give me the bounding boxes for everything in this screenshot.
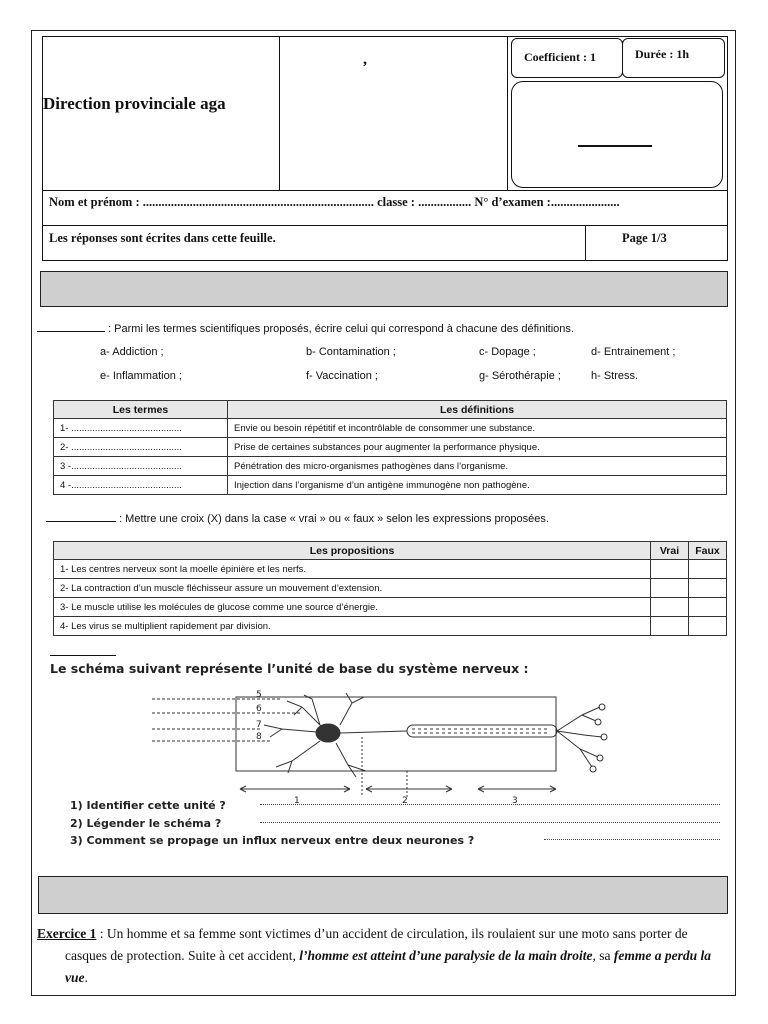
proposition-2: 2- La contraction d’un muscle fléchisseur assure un mouvement d’extension. (54, 579, 651, 598)
q2-table (53, 541, 727, 636)
vrai-cell-4[interactable] (651, 617, 689, 636)
term-e: e- Inflammation ; (100, 370, 182, 382)
term-f: f- Vaccination ; (306, 370, 378, 382)
label-5: 5 (256, 690, 262, 700)
q1-prompt: : Parmi les termes scientifiques proposés, écrire celui qui correspond à chacune des définitions. (108, 323, 574, 335)
exercise-text-3: . (84, 970, 88, 985)
term-answer-2[interactable]: 2- .......................................... (54, 438, 228, 457)
definition-1: Envie ou besoin répétitif et incontrôlable de consommer une substance. (228, 419, 727, 438)
diagram-frame (236, 697, 556, 771)
axon-start (340, 731, 407, 733)
section-banner-1 (40, 271, 728, 307)
exam-sheet (31, 30, 736, 996)
vrai-cell-1[interactable] (651, 560, 689, 579)
q3-label-blank (50, 655, 116, 656)
label-1: 1 (294, 796, 300, 805)
proposition-1: 1- Les centres nerveux sont la moelle épinière et les nerfs. (54, 560, 651, 579)
q2-prompt: : Mettre une croix (X) dans la case « vrai » ou « faux » selon les expressions proposées. (119, 513, 549, 525)
vrai-cell-3[interactable] (651, 598, 689, 617)
section-banner-2 (38, 876, 728, 914)
classe-label: classe : ................. (377, 195, 472, 209)
examen-label: N° d’examen :...................... (474, 195, 620, 209)
q1-header-termes: Les termes (54, 401, 228, 419)
page-number-box (585, 225, 728, 261)
duree-box (622, 38, 725, 78)
label-2: 2 (402, 796, 408, 805)
label-7: 7 (256, 720, 262, 730)
q3-title: Le schéma suivant représente l’unité de base du système nerveux : (50, 661, 529, 676)
proposition-3: 3- Le muscle utilise les molécules de glucose comme une source d’énergie. (54, 598, 651, 617)
answer-line-1[interactable] (260, 801, 720, 805)
table-row (54, 617, 727, 636)
vrai-cell-2[interactable] (651, 579, 689, 598)
table-row (54, 560, 727, 579)
q2-header-propositions: Les propositions (54, 542, 651, 560)
definition-3: Pénétration des micro-organismes pathogènes dans l’organisme. (228, 457, 727, 476)
q2-header-vrai: Vrai (651, 542, 689, 560)
table-row (54, 419, 727, 438)
nom-label: Nom et prénom : .......................................................................... (49, 195, 374, 209)
exercise-text-1: : Un homme et sa femme sont victimes d’un accident de circulation, ils roulaient sur une moto sans porter de casques de protection. Suite à cet accident, (65, 926, 688, 963)
q3-question-3-text: 3) Comment se propage un influx nerveux entre deux neurones ? (70, 834, 475, 847)
term-c: c- Dopage ; (479, 346, 536, 358)
faux-cell-4[interactable] (689, 617, 727, 636)
table-row (54, 598, 727, 617)
coefficient-box (511, 38, 623, 78)
term-b: b- Contamination ; (306, 346, 396, 358)
table-row (54, 438, 727, 457)
page-number: Page 1/3 (622, 231, 667, 245)
q1-label-blank (37, 321, 105, 332)
q3-question-2-text: 2) Légender le schéma ? (70, 817, 222, 830)
faux-cell-3[interactable] (689, 598, 727, 617)
exercise-label: Exercice 1 (37, 926, 97, 941)
q3-question-2 (70, 817, 221, 830)
q2-label-blank (46, 511, 116, 522)
label-3: 3 (512, 796, 518, 805)
proposition-4: 4- Les virus se multiplient rapidement par division. (54, 617, 651, 636)
label-8: 8 (256, 732, 262, 742)
q1-header-definitions: Les définitions (228, 401, 727, 419)
label-6: 6 (256, 704, 262, 714)
term-d: d- Entrainement ; (591, 346, 676, 358)
faux-cell-1[interactable] (689, 560, 727, 579)
q2-prompt-row (46, 511, 549, 525)
q1-prompt-row (37, 321, 574, 335)
q3-question-1-text: 1) Identifier cette unité ? (70, 799, 226, 812)
term-answer-4[interactable]: 4 -.......................................... (54, 476, 228, 495)
instruction-row (42, 225, 586, 261)
coefficient: Coefficient : 1 (524, 50, 596, 64)
term-g: g- Sérothérapie ; (479, 370, 561, 382)
answer-line-2[interactable] (260, 819, 720, 823)
faux-cell-2[interactable] (689, 579, 727, 598)
q3-question-3 (70, 834, 474, 847)
neuron-diagram (152, 685, 612, 805)
term-answer-3[interactable]: 3 -.......................................... (54, 457, 228, 476)
answer-line-3[interactable] (544, 836, 720, 840)
table-row (54, 579, 727, 598)
q2-header-faux: Faux (689, 542, 727, 560)
comma-mark: , (363, 51, 367, 68)
note-box (511, 81, 723, 188)
q3-question-1 (70, 799, 226, 812)
definition-4: Injection dans l’organisme d’un antigène immunogène non pathogène. (228, 476, 727, 495)
myelin-sheath (407, 725, 557, 737)
header-institution-box (42, 36, 280, 191)
note-line (578, 145, 652, 147)
q1-table (53, 400, 727, 495)
name-row (42, 190, 728, 226)
exercise-italic-2: femme a perdu la vue (65, 948, 712, 985)
dendrites (264, 693, 366, 777)
definition-2: Prise de certaines substances pour augmenter la performance physique. (228, 438, 727, 457)
term-answer-1[interactable]: 1- .......................................... (54, 419, 228, 438)
table-row (54, 457, 727, 476)
duree: Durée : 1h (635, 47, 689, 61)
table-row (54, 476, 727, 495)
term-a: a- Addiction ; (100, 346, 164, 358)
instruction-text: Les réponses sont écrites dans cette feuille. (49, 231, 276, 245)
institution-name: Direction provinciale aga (43, 94, 226, 113)
exercise-italic-1: l’homme est atteint d’une paralysie de la main droite (299, 948, 593, 963)
axon-terminals (557, 707, 602, 767)
exercise-1 (37, 923, 732, 989)
header-middle-box (279, 36, 508, 191)
term-h: h- Stress. (591, 370, 639, 382)
exercise-text-2: , sa (592, 948, 614, 963)
